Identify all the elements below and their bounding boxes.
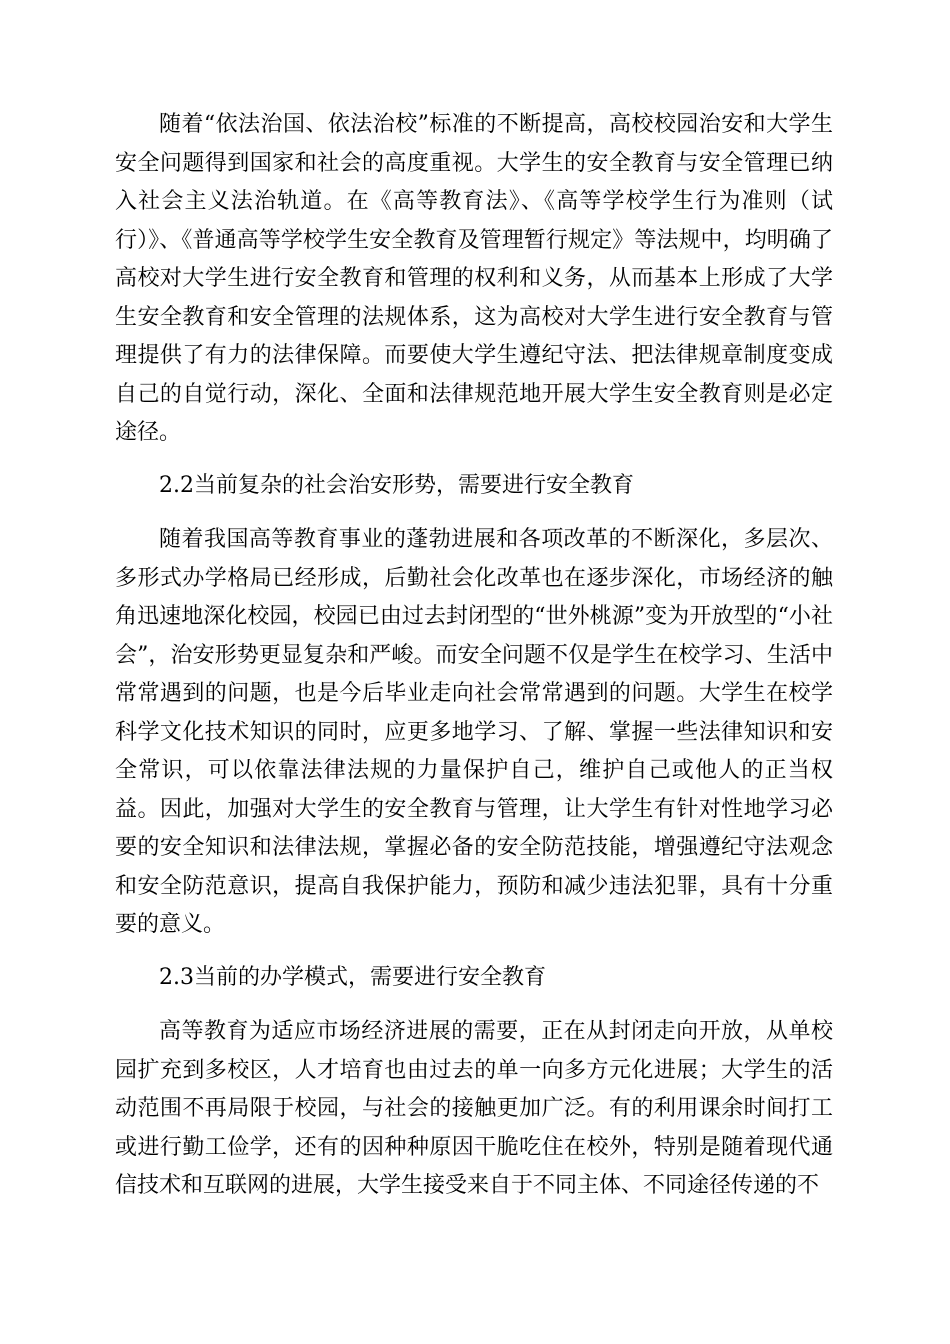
section-heading-2-2: 2.2当前复杂的社会治安形势，需要进行安全教育: [159, 472, 634, 498]
paragraph-legal-basis: 随着“依法治国、依法治校”标准的不断提高，高校校园治安和大学生安全问题得到国家和社会的高度重视。大学生的安全教育与安全管理已纳入社会主义法治轨道。在《高等教育法》、《高等学校学生行为准则（试行）》、《普通高等学校学生安全教育及管理暂行规定》等法规中，均明确了高校对大学生进行安全教育和管理的权利和义务，从而基本上形成了大学生安全教育和安全管理的法规体系，这为高校对大学生进行安全教育与管理提供了有力的法律保障。而要使大学生遵纪守法、把法律规章制度变成自己的自觉行动，深化、全面和法律规范地开展大学生安全教育则是必定途径。: [115, 112, 833, 445]
paragraph-social-security: 随着我国高等教育事业的蓬勃进展和各项改革的不断深化，多层次、多形式办学格局已经形成，后勤社会化改革也在逐步深化，市场经济的触角迅速地深化校园，校园已由过去封闭型的“世外桃源”变为开放型的“小社会”，治安形势更显复杂和严峻。而安全问题不仅是学生在校学习、生活中常常遇到的问题，也是今后毕业走向社会常常遇到的问题。大学生在校学科学文化技术知识的同时，应更多地学习、了解、掌握一些法律知识和安全常识，可以依靠法律法规的力量保护自己，维护自己或他人的正当权益。因此，加强对大学生的安全教育与管理，让大学生有针对性地学习必要的安全知识和法律法规，掌握必备的安全防范技能，增强遵纪守法观念和安全防范意识，提高自我保护能力，预防和减少违法犯罪，具有十分重要的意义。: [115, 527, 833, 937]
document-body: [115, 106, 833, 1220]
paragraph-school-mode: 高等教育为适应市场经济进展的需要，正在从封闭走向开放，从单校园扩充到多校区，人才培育也由过去的单一向多方元化进展；大学生的活动范围不再局限于校园，与社会的接触更加广泛。有的利用课余时间打工或进行勤工俭学，还有的因种种原因干脆吃住在校外，特别是随着现代通信技术和互联网的进展，大学生接受来自于不同主体、不同途径传递的不: [115, 1019, 833, 1198]
section-heading-2-3: 2.3当前的办学模式，需要进行安全教育: [159, 964, 546, 990]
